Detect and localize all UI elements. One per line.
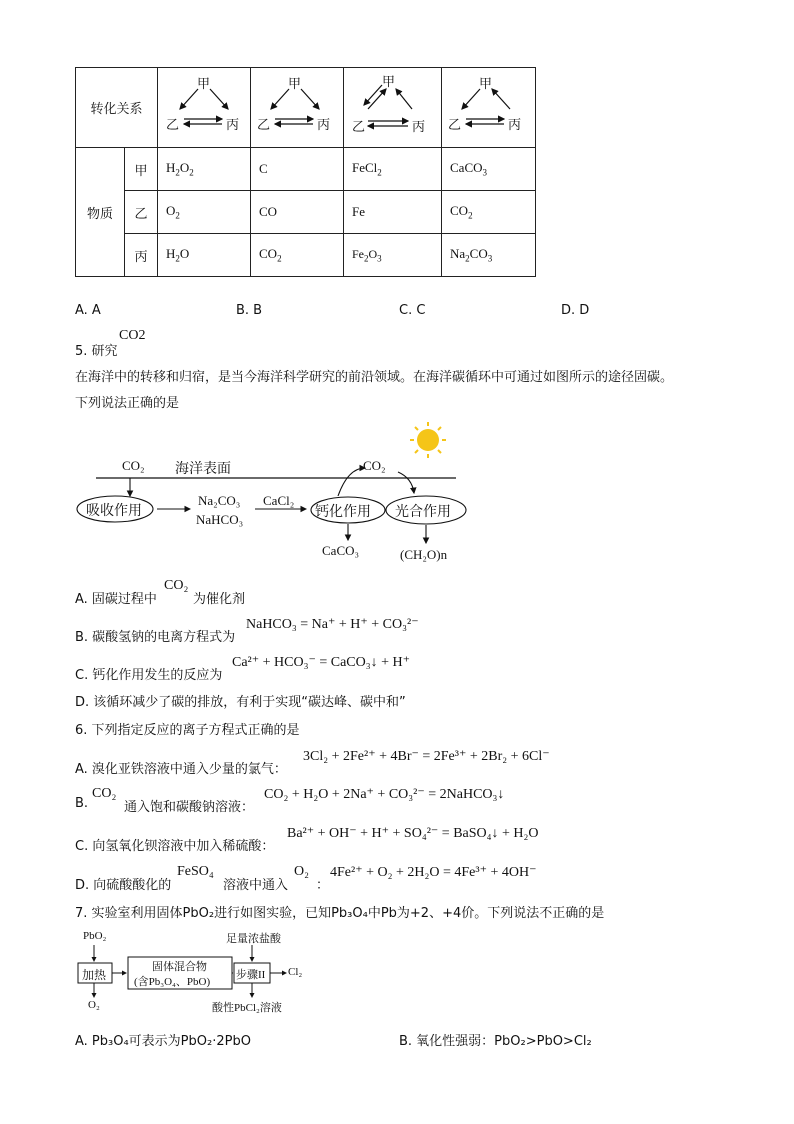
tri-cell-3	[344, 68, 442, 148]
tri4-top: 甲	[479, 76, 493, 92]
flow-pbo2: PbO₂	[83, 930, 107, 942]
q5-option-b-eq: NaHCO₃ = Na⁺ + H⁺ + CO₃²⁻	[246, 617, 419, 632]
triangle-diagram-1	[158, 69, 250, 147]
q5-number: 5. 研究	[75, 344, 118, 359]
tri1-left: 乙	[166, 117, 180, 133]
tri1-right: 丙	[226, 117, 240, 133]
tri4-right: 丙	[508, 117, 522, 133]
cell-r3-c4: $Na_2CO_3$	[442, 234, 536, 277]
tri1-top: 甲	[197, 76, 211, 92]
row-label-yi: 乙	[125, 191, 158, 234]
q6-option-d-sep: ：	[316, 878, 330, 893]
q4-option-d: D. D	[561, 303, 590, 318]
q6-option-b-pre: B.	[75, 796, 89, 811]
q7-stem: 7. 实验室利用固体PbO₂进行如图实验，已知Pb₃O₄中Pb为+2、+4价。下列说法不正确的是	[75, 906, 605, 921]
q6-stem: 6. 下列指定反应的离子方程式正确的是	[75, 723, 300, 738]
ocean-carbon-diagram	[70, 420, 470, 580]
triangle-diagram-3	[344, 69, 441, 147]
q7-option-b: B. 氧化性强弱：PbO₂>PbO>Cl₂	[399, 1034, 592, 1049]
tri3-left: 乙	[352, 119, 366, 135]
q5-option-a-pre: A. 固碳过程中	[75, 592, 157, 607]
q6-option-b-chem: CO₂	[92, 786, 117, 801]
triangle-diagram-2	[251, 69, 343, 147]
q7-option-a: A. Pb₃O₄可表示为PbO₂·2PbO	[75, 1034, 251, 1049]
q5-chem: CO2	[119, 328, 146, 343]
tri-cell-1	[158, 68, 251, 148]
q6-option-b-eq: CO₂ + H₂O + 2Na⁺ + CO₃²⁻ = 2NaHCO₃↓	[264, 787, 505, 802]
cell-r2-c2: CO	[251, 191, 344, 234]
row-label-jia: 甲	[125, 148, 158, 191]
label-ch2o: (CH₂O)n	[400, 547, 448, 562]
row-group-label: 物质	[76, 148, 125, 277]
q5-option-c-eq: Ca²⁺ + HCO₃⁻ = CaCO₃↓ + H⁺	[232, 655, 411, 670]
q6-option-b-mid: 通入饱和碳酸钠溶液：	[124, 800, 255, 815]
q6-option-a-pre: A. 溴化亚铁溶液中通入少量的氯气：	[75, 762, 287, 777]
q5-option-d: D. 该循环减少了碳的排放，有利于实现“碳达峰、碳中和”	[75, 695, 406, 710]
tri-cell-2	[251, 68, 344, 148]
sun-icon	[408, 420, 448, 460]
q5-line2: 在海洋中的转移和归宿，是当今海洋科学研究的前沿领域。在海洋碳循环中可通过如图所示的途径固碳。	[75, 370, 674, 385]
triangle-diagram-4	[442, 69, 534, 147]
cell-r2-c1: $O_2$	[158, 191, 251, 234]
label-absorb: 吸收作用	[86, 504, 142, 519]
cell-r1-c4: CaCO$_3$	[442, 148, 536, 191]
header-label: 转化关系	[76, 68, 158, 148]
flow-step2: 步骤II	[236, 969, 266, 981]
tri3-right: 丙	[412, 119, 426, 135]
label-caco3: CaCO₃	[322, 543, 360, 558]
conversion-table	[75, 67, 536, 277]
tri4-left: 乙	[448, 117, 462, 133]
q5-option-c-pre: C. 钙化作用发生的反应为	[75, 668, 223, 683]
q6-option-a-eq: 3Cl₂ + 2Fe²⁺ + 4Br⁻ = 2Fe³⁺ + 2Br₂ + 6Cl⁻	[303, 749, 550, 764]
q4-option-b: B. B	[236, 303, 263, 318]
q5-option-a-post: 为催化剂	[193, 592, 246, 607]
q6-option-c-eq: Ba²⁺ + OH⁻ + H⁺ + SO₄²⁻ = BaSO₄↓ + H₂O	[287, 826, 539, 841]
label-co2-left: CO₂	[122, 458, 145, 473]
cell-r1-c1: $H_2O_2$	[158, 148, 251, 191]
cell-r3-c1: $H_2O$	[158, 234, 251, 277]
q6-option-d-o2: O₂	[294, 864, 309, 879]
flow-mix-line2: (含Pb₃O₄、PbO)	[134, 976, 211, 988]
q6-option-c-pre: C. 向氢氧化钡溶液中加入稀硫酸：	[75, 839, 275, 854]
flow-mix-line1: 固体混合物	[152, 961, 207, 973]
q6-option-d-pre: D. 向硫酸酸化的	[75, 878, 172, 893]
q6-option-d-chem: FeSO₄	[177, 864, 214, 879]
cell-r2-c4: $CO_2$	[442, 191, 536, 234]
q5-option-b-pre: B. 碳酸氢钠的电离方程式为	[75, 630, 236, 645]
flow-acid: 足量浓盐酸	[226, 933, 281, 945]
flow-cl2: Cl₂	[288, 966, 303, 978]
pbo2-flow-diagram	[72, 925, 332, 1020]
label-ocean-surface: 海洋表面	[175, 462, 231, 477]
label-photosynthesis: 光合作用	[395, 505, 451, 520]
label-calcification: 钙化作用	[315, 505, 371, 520]
cell-r2-c3: Fe	[344, 191, 442, 234]
label-na2co3: Na₂CO₃	[198, 493, 241, 508]
q4-option-a: A. A	[75, 303, 101, 318]
label-co2-top: CO₂	[363, 458, 386, 473]
tri2-top: 甲	[288, 76, 302, 92]
flow-solution: 酸性PbCl₂溶液	[212, 1002, 282, 1014]
label-cacl2: CaCl₂	[263, 493, 295, 508]
q5-option-a-chem: CO₂	[164, 578, 189, 593]
q5-line3: 下列说法正确的是	[75, 396, 180, 411]
tri-cell-4	[442, 68, 536, 148]
flow-heat: 加热	[82, 968, 107, 982]
flow-o2: O₂	[88, 999, 100, 1011]
q6-option-d-eq: 4Fe²⁺ + O₂ + 2H₂O = 4Fe³⁺ + 4OH⁻	[330, 865, 537, 880]
cell-r1-c2: C	[251, 148, 344, 191]
label-nahco3: NaHCO₃	[196, 512, 244, 527]
q4-option-c: C. C	[399, 303, 426, 318]
cell-r3-c2: $CO_2$	[251, 234, 344, 277]
row-label-bing: 丙	[125, 234, 158, 277]
cell-r1-c3: FeCl$_2$	[344, 148, 442, 191]
tri2-right: 丙	[317, 117, 331, 133]
q6-option-d-mid: 溶液中通入	[223, 878, 289, 893]
cell-r3-c3: $Fe_2O_3$	[344, 234, 442, 277]
tri3-top: 甲	[382, 74, 396, 90]
tri2-left: 乙	[257, 117, 271, 133]
